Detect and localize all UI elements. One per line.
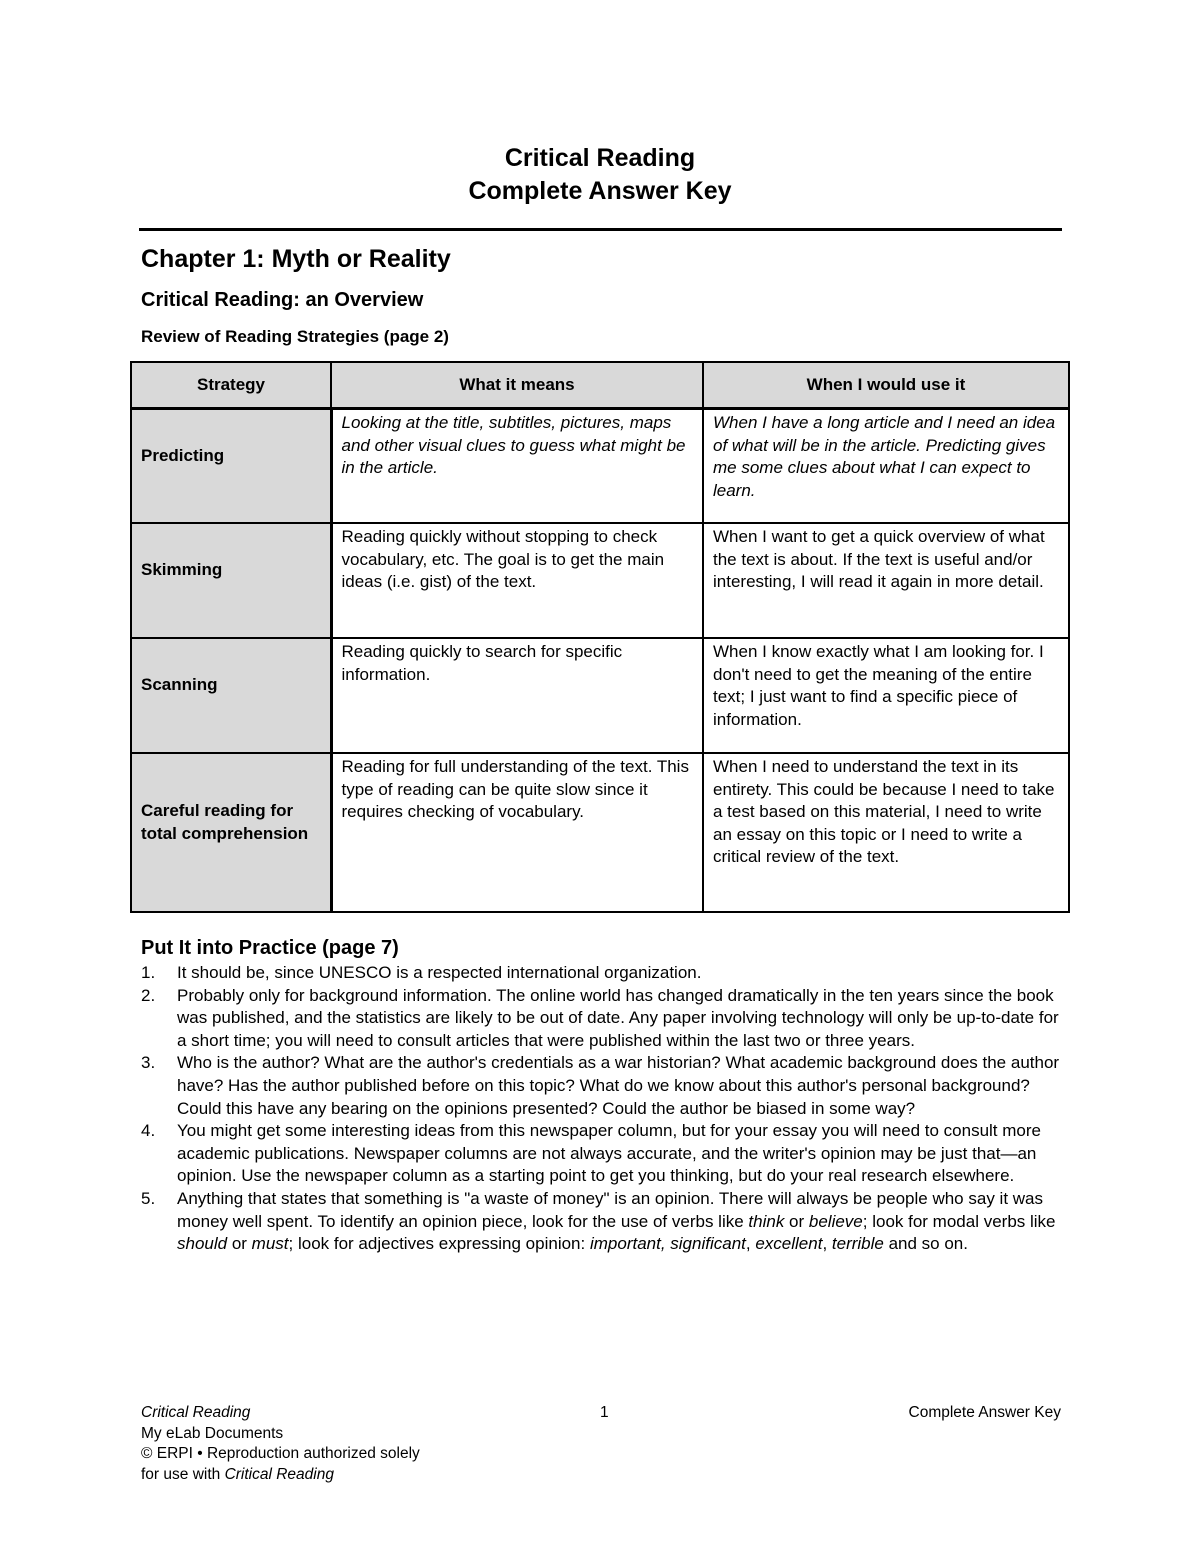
reading-strategies-table [130,361,1070,913]
footer-document-label: Complete Answer Key [908,1404,1061,1421]
footer-source: My eLab Documents [141,1424,284,1442]
strategy-cell [131,753,331,912]
text-run: or [784,1211,809,1231]
item-number: 3. [141,1053,156,1073]
practice-heading: Put It into Practice (page 7) [141,937,399,959]
strategy-name: Careful reading for total comprehension [141,801,309,843]
strategy-cell [131,638,331,753]
section-heading: Critical Reading: an Overview [141,289,424,311]
list-item [141,962,1071,985]
text-run: , [822,1234,832,1254]
column-header-what-it-means: What it means [331,362,703,409]
table-row [131,638,1069,753]
item-text [177,1189,1056,1253]
strategy-name: Scanning [141,675,218,695]
footer-usage-prefix: for use with [141,1465,225,1483]
text-run: and so on. [883,1234,968,1254]
footer-copyright: © ERPI • Reproduction authorized solely [141,1445,420,1462]
emphasis-text: think [748,1211,785,1231]
text-run: Anything that states that something is "a waste of money" is an opinion. There will always be people who say it was money well spent. To identify an opinion piece, look for the use of verbs like [177,1188,1043,1231]
subsection-heading: Review of Reading Strategies (page 2) [141,327,449,346]
strategy-name: Skimming [141,560,223,580]
column-header-strategy: Strategy [131,362,331,409]
item-text: You might get some interesting ideas from this newspaper column, but for your essay you will need to consult more academic publications. Newspaper columns are not always accurate, and the writer's opinion may be just that—an opinion. Use the newspaper column as a starting point to get you thinking, but do your real research elsewhere. [177,1121,1041,1186]
when-cell: When I want to get a quick overview of what the text is about. If the text is useful and/or interesting, I will read it again in more detail. [703,523,1069,638]
text-run: or [227,1234,252,1254]
means-cell: Reading quickly to search for specific information. [331,638,703,753]
chapter-heading: Chapter 1: Myth or Reality [141,245,451,273]
item-number: 4. [141,1121,156,1141]
text-run: ; look for modal verbs like [862,1211,1056,1231]
page-number: 1 [600,1404,609,1421]
item-number: 1. [141,963,156,982]
text-run: , [745,1234,756,1254]
means-cell: Looking at the title, subtitles, pictures, maps and other visual clues to guess what might be in the article. [331,409,703,524]
page-title [0,142,1200,208]
strategy-cell [131,409,331,524]
emphasis-text: believe [808,1211,863,1231]
footer-credits [141,1403,561,1485]
list-item [141,1188,1071,1256]
item-text: It should be, since UNESCO is a respected international organization. [177,963,702,982]
text-run: ; look for adjectives expressing opinion: [288,1234,590,1254]
title-divider [139,228,1062,231]
when-cell: When I have a long article and I need an idea of what will be in the article. Predicting gives me some clues about what I can expect to learn. [703,409,1069,524]
table-row [131,523,1069,638]
list-item [141,1120,1071,1188]
emphasis-text: important, significant [589,1234,746,1254]
footer-usage [141,1465,561,1486]
item-text: Who is the author? What are the author's credentials as a war historian? What academic background does the author have? Has the author published before on this topic? What do we know about this author's personal background? Could this have any bearing on the opinions presented? Could the author be biased in some way? [177,1053,1060,1118]
emphasis-text: excellent [755,1234,823,1254]
strategy-name: Predicting [141,445,225,465]
emphasis-text: should [177,1234,228,1254]
page-title-line2: Complete Answer Key [468,177,732,205]
table-row [131,753,1069,912]
table-row [131,409,1069,524]
item-text: Probably only for background information. The online world has changed dramatically in the ten years since the book was published, and the statistics are likely to be out of date. Any paper involving technology will only be up-to-date for a short time; you will need to consult articles that were published within the last two or three years. [177,985,1059,1050]
table-header-row [131,362,1069,409]
strategy-cell [131,523,331,638]
emphasis-text: terrible [831,1234,884,1254]
practice-answer-list [141,962,1071,1256]
item-number: 5. [141,1188,156,1208]
footer-book-title: Critical Reading [141,1404,251,1421]
column-header-when-to-use: When I would use it [703,362,1069,409]
item-number: 2. [141,985,156,1005]
page-title-line1: Critical Reading [504,144,696,172]
means-cell: Reading quickly without stopping to check vocabulary, etc. The goal is to get the main ideas (i.e. gist) of the text. [331,523,703,638]
list-item [141,1052,1071,1120]
footer-usage-title: Critical Reading [224,1465,334,1483]
when-cell: When I need to understand the text in its entirety. This could be because I need to take a test based on this material, I need to write an essay on this topic or I need to write a critical review of the text. [703,753,1069,912]
when-cell: When I know exactly what I am looking for. I don't need to get the meaning of the entire text; I just want to find a specific piece of information. [703,638,1069,753]
emphasis-text: must [251,1234,289,1254]
means-cell: Reading for full understanding of the text. This type of reading can be quite slow since it requires checking of vocabulary. [331,753,703,912]
list-item [141,985,1071,1053]
